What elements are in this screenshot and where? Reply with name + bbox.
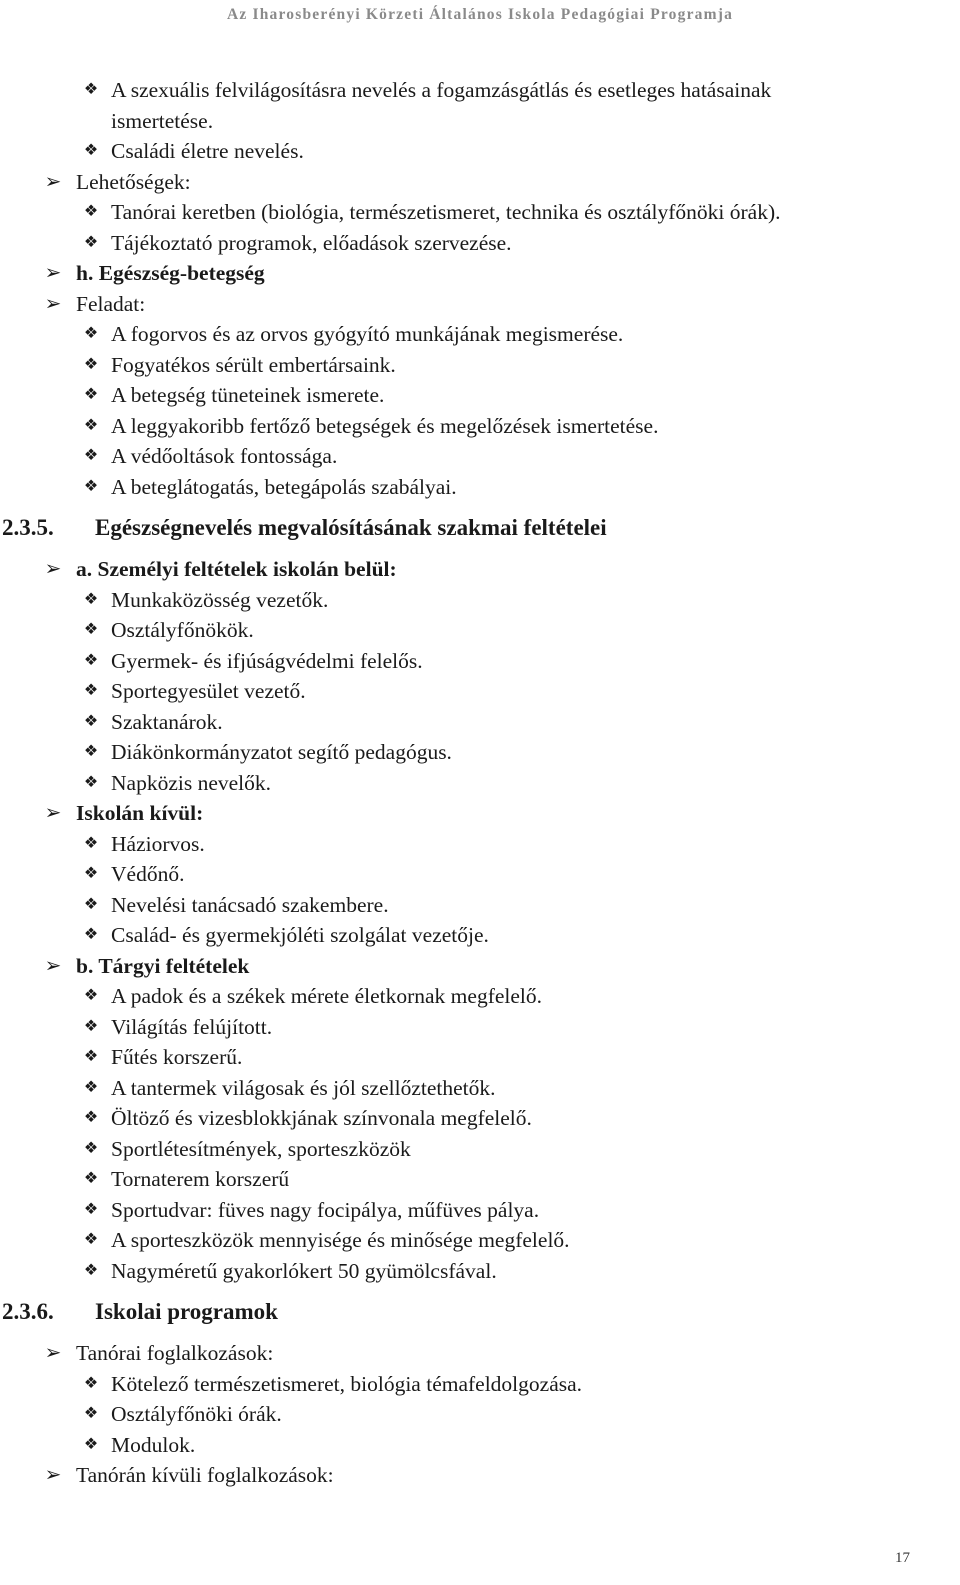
list-item	[0, 1042, 960, 1073]
list-item	[0, 798, 960, 829]
list-item-text: Osztályfőnöki órák.	[111, 1402, 282, 1426]
four-diamond-bullet-icon: ❖	[83, 1435, 99, 1453]
list-item-text: Diákönkormányzatot segítő pedagógus.	[111, 740, 452, 764]
list-item-text: Családi életre nevelés.	[111, 139, 304, 163]
list-item-text: Sportlétesítmények, sporteszközök	[111, 1136, 411, 1161]
four-diamond-bullet-icon: ❖	[83, 1139, 99, 1157]
four-diamond-bullet-icon: ❖	[83, 590, 99, 608]
four-diamond-bullet-icon: ❖	[83, 477, 99, 495]
list-item-text: Kötelező természetismeret, biológia témafeldolgozása.	[111, 1371, 583, 1396]
four-diamond-bullet-icon: ❖	[83, 355, 99, 373]
arrow-bullet-icon: ➢	[44, 170, 62, 193]
four-diamond-bullet-icon: ❖	[83, 233, 99, 251]
four-diamond-bullet-icon: ❖	[83, 1048, 99, 1065]
four-diamond-bullet-icon: ❖	[83, 895, 99, 913]
four-diamond-bullet-icon: ❖	[83, 1109, 99, 1126]
list-item	[0, 829, 960, 860]
arrow-bullet-icon: ➢	[44, 954, 62, 977]
four-diamond-bullet-icon: ❖	[83, 1200, 99, 1218]
section-number: 2.3.6.	[2, 1299, 54, 1324]
list-item-text: A beteglátogatás, betegápolás szabályai.	[111, 474, 457, 499]
subsection-title: a. Személyi feltételek iskolán belül:	[76, 557, 397, 581]
list-item-text: Háziorvos.	[111, 831, 205, 856]
four-diamond-bullet-icon: ❖	[83, 142, 99, 159]
list-item	[0, 350, 960, 381]
list-item	[0, 1338, 960, 1369]
four-diamond-bullet-icon: ❖	[83, 712, 99, 730]
four-diamond-bullet-icon: ❖	[83, 1231, 99, 1248]
list-item-text: Osztályfőnökök.	[111, 618, 254, 642]
list-item-text: Lehetőségek:	[76, 169, 191, 194]
list-item	[0, 707, 960, 738]
list-item-text: Tanórai keretben (biológia, természetismeret, technika és osztályfőnöki órák).	[111, 200, 781, 224]
list-item	[0, 859, 960, 890]
four-diamond-bullet-icon: ❖	[83, 987, 99, 1004]
list-item	[0, 1012, 960, 1043]
section-heading	[0, 1286, 960, 1338]
list-item	[0, 737, 960, 768]
list-item-text: A védőoltások fontossága.	[111, 444, 338, 468]
list-item-text: Védőnő.	[111, 862, 185, 886]
list-item-text: Tanórán kívüli foglalkozások:	[76, 1463, 334, 1487]
list-item	[0, 768, 960, 799]
subsection-title: Iskolán kívül:	[76, 801, 204, 825]
list-item-text: Nagyméretű gyakorlókert 50 gyümölcsfával.	[111, 1258, 497, 1283]
four-diamond-bullet-icon: ❖	[83, 1170, 99, 1187]
list-item	[0, 981, 960, 1012]
list-item	[0, 228, 960, 259]
list-item-text: A sporteszközök mennyisége és minősége megfelelő.	[111, 1228, 570, 1252]
list-item	[0, 676, 960, 707]
list-item	[0, 258, 960, 289]
four-diamond-bullet-icon: ❖	[83, 386, 99, 403]
list-item-text: Tájékoztató programok, előadások szervezése.	[111, 230, 512, 255]
list-item	[0, 1164, 960, 1195]
list-item	[0, 1103, 960, 1134]
list-item-text: Feladat:	[76, 291, 146, 316]
list-item	[0, 585, 960, 616]
section-title: Egészségnevelés megvalósításának szakmai feltételei	[95, 515, 607, 540]
four-diamond-bullet-icon: ❖	[83, 743, 99, 760]
list-item-text: Tornaterem korszerű	[111, 1167, 290, 1191]
four-diamond-bullet-icon: ❖	[83, 1405, 99, 1422]
list-item	[0, 646, 960, 677]
list-item-text: Munkaközösség vezetők.	[111, 587, 329, 612]
four-diamond-bullet-icon: ❖	[83, 1374, 99, 1392]
subsection-title: h. Egészség-betegség	[76, 261, 265, 285]
four-diamond-bullet-icon: ❖	[83, 651, 99, 669]
list-item-text: A szexuális felvilágosításra nevelés a fogamzásgátlás és esetleges hatásainak	[111, 78, 772, 102]
four-diamond-bullet-icon: ❖	[83, 926, 99, 943]
list-item-text: Sportegyesület vezető.	[111, 679, 306, 703]
list-item	[0, 1073, 960, 1104]
four-diamond-bullet-icon: ❖	[83, 834, 99, 852]
page-header: Az Iharosberényi Körzeti Általános Iskola Pedagógiai Programja	[226, 6, 734, 23]
list-item-text: Gyermek- és ifjúságvédelmi felelős.	[111, 648, 423, 673]
list-item	[0, 951, 960, 982]
list-item	[0, 890, 960, 921]
list-item-text: A fogorvos és az orvos gyógyító munkájának megismerése.	[111, 322, 624, 346]
list-item-text: Öltöző és vizesblokkjának színvonala megfelelő.	[111, 1106, 532, 1130]
four-diamond-bullet-icon: ❖	[83, 865, 99, 882]
list-item-text: ismertetése.	[111, 108, 214, 133]
list-item	[0, 75, 960, 106]
list-item	[0, 197, 960, 228]
list-item-continuation	[0, 106, 960, 137]
list-item-text: Fűtés korszerű.	[111, 1045, 243, 1069]
four-diamond-bullet-icon: ❖	[83, 621, 99, 638]
arrow-bullet-icon: ➢	[44, 292, 62, 315]
four-diamond-bullet-icon: ❖	[83, 416, 99, 434]
list-item	[0, 289, 960, 320]
list-item-text: A betegség tüneteinek ismerete.	[111, 383, 385, 407]
four-diamond-bullet-icon: ❖	[83, 1261, 99, 1279]
document-body	[0, 75, 960, 1491]
list-item	[0, 1225, 960, 1256]
arrow-bullet-icon: ➢	[44, 802, 62, 824]
arrow-bullet-icon: ➢	[44, 262, 62, 284]
four-diamond-bullet-icon: ❖	[83, 203, 99, 220]
list-item	[0, 472, 960, 503]
list-item-text: A leggyakoribb fertőző betegségek és megelőzések ismertetése.	[111, 413, 659, 438]
section-heading	[0, 502, 960, 554]
list-item	[0, 1399, 960, 1430]
list-item-text: Sportudvar: füves nagy focipálya, műfüves pálya.	[111, 1197, 540, 1222]
list-item-text: Család- és gyermekjóléti szolgálat vezetője.	[111, 923, 489, 947]
list-item	[0, 167, 960, 198]
list-item-text: A tantermek világosak és jól szellőztethetők.	[111, 1075, 496, 1100]
list-item	[0, 920, 960, 951]
arrow-bullet-icon: ➢	[44, 558, 62, 580]
list-item	[0, 1460, 960, 1491]
list-item	[0, 554, 960, 585]
list-item-text: Nevelési tanácsadó szakembere.	[111, 892, 389, 917]
list-item	[0, 319, 960, 350]
list-item	[0, 411, 960, 442]
arrow-bullet-icon: ➢	[44, 1464, 62, 1486]
section-title: Iskolai programok	[95, 1299, 278, 1324]
list-item	[0, 136, 960, 167]
subsection-title: b. Tárgyi feltételek	[76, 953, 250, 978]
list-item	[0, 1195, 960, 1226]
four-diamond-bullet-icon: ❖	[83, 773, 99, 791]
four-diamond-bullet-icon: ❖	[83, 81, 99, 98]
four-diamond-bullet-icon: ❖	[83, 1017, 99, 1035]
list-item	[0, 1430, 960, 1461]
list-item	[0, 1369, 960, 1400]
four-diamond-bullet-icon: ❖	[83, 1078, 99, 1096]
four-diamond-bullet-icon: ❖	[83, 447, 99, 464]
arrow-bullet-icon: ➢	[44, 1342, 62, 1364]
list-item	[0, 615, 960, 646]
list-item-text: Modulok.	[111, 1432, 196, 1457]
page-number: 17	[895, 1550, 910, 1566]
list-item-text: Fogyatékos sérült embertársaink.	[111, 352, 396, 377]
list-item	[0, 1134, 960, 1165]
section-number: 2.3.5.	[2, 515, 54, 540]
list-item	[0, 1256, 960, 1287]
list-item-text: Tanórai foglalkozások:	[76, 1341, 274, 1365]
list-item-text: Világítás felújított.	[111, 1014, 273, 1039]
four-diamond-bullet-icon: ❖	[83, 325, 99, 342]
four-diamond-bullet-icon: ❖	[83, 682, 99, 699]
list-item	[0, 441, 960, 472]
list-item-text: A padok és a székek mérete életkornak megfelelő.	[111, 984, 543, 1008]
list-item-text: Napközis nevelők.	[111, 770, 272, 795]
list-item	[0, 380, 960, 411]
list-item-text: Szaktanárok.	[111, 709, 223, 734]
